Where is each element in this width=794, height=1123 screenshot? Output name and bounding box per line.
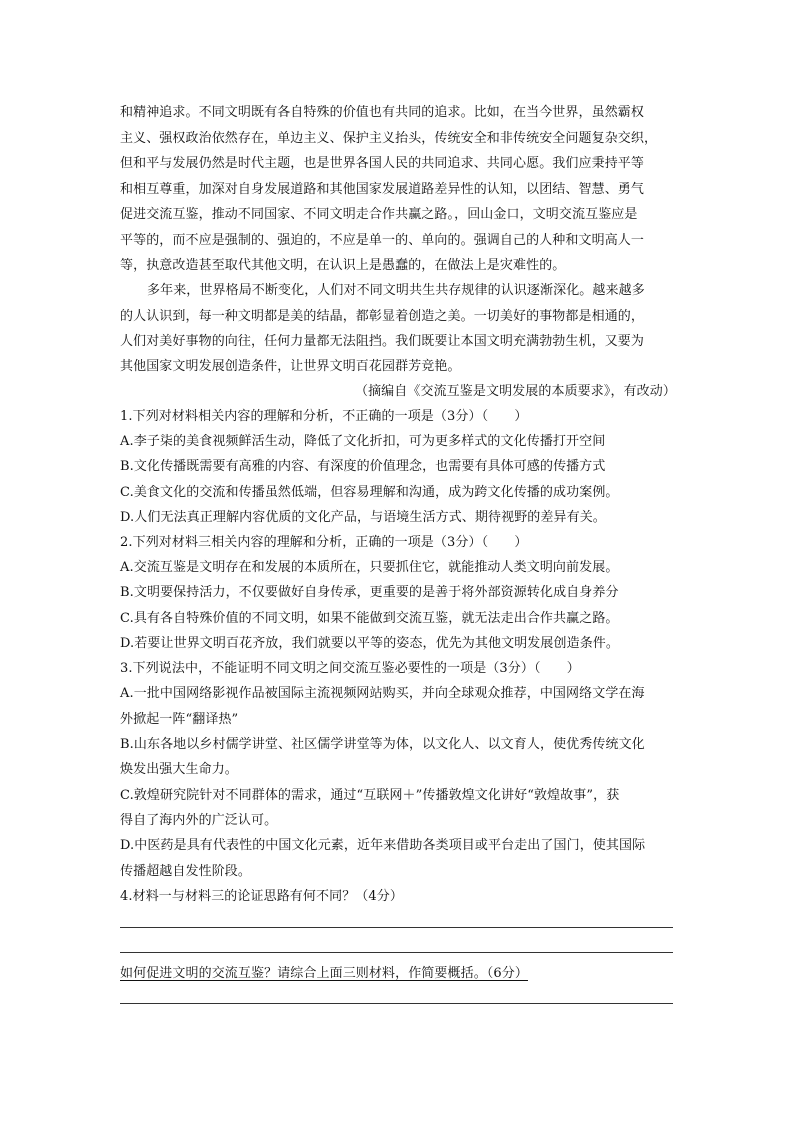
question-stem: 1.下列对材料相关内容的理解和分析，不正确的一项是（3分）（ ） — [120, 409, 528, 424]
question-stem: 2.下列对材料三相关内容的理解和分析，正确的一项是（3分）（ ） — [120, 535, 528, 550]
passage-line: 平等的，而不应是强制的、强迫的，不应是单一的、单向的。强调自己的人种和文明高人一 — [120, 233, 645, 248]
question-option-continued: 外掀起一阵“翻译热” — [120, 712, 239, 727]
question-option: A.李子柒的美食视频鲜活生动，降低了文化折扣，可为更多样式的文化传播打开空间 — [120, 434, 606, 449]
question-option: D.人们无法真正理解内容优质的文化产品，与语境生活方式、期待视野的差异有关。 — [120, 510, 606, 525]
question-option: D.若要让世界文明百花齐放，我们就要以平等的姿态，优先为其他文明发展创造条件。 — [120, 636, 619, 651]
passage-line: 和相互尊重，加深对自身发展道路和其他国家发展道路差异性的认知，以团结、智慧、勇气 — [120, 182, 645, 197]
passage-line: 和精神追求。不同文明既有各自特殊的价值也有共同的追求。比如，在当今世界，虽然霸权 — [120, 105, 645, 120]
passage-line: 促进交流互鉴，推动不同国家、不同文明走合作共赢之路。，回山金口，文明交流互鉴应是 — [120, 207, 638, 222]
question-option: B.文化传播既需要有高雅的内容、有深度的价值理念，也需要有具体可感的传播方式 — [120, 459, 606, 474]
passage-line: 的人认识到，每一种文明都是美的结晶，都彰显着创造之美。一切美好的事物都是相通的， — [120, 309, 645, 324]
source-citation: （摘编自《交流互鉴是文明发展的本质要求》，有改动） — [354, 384, 676, 399]
question-option-continued: 传播超越自发性阶段。 — [120, 864, 252, 879]
passage-line: 主义、强权政治依然存在，单边主义、保护主义抬头，传统安全和非传统安全问题复杂交织， — [120, 131, 658, 146]
question-option: C.具有各自特殊价值的不同文明，如果不能做到交流互鉴，就无法走出合作共赢之路。 — [120, 611, 619, 626]
question-stem: 如何促进文明的交流互鉴？请综合上面三则材料，作简要概括。（6分） — [120, 966, 528, 981]
question-option: B.文明要保持活力，不仅要做好自身传承，更重要的是善于将外部资源转化成自身养分 — [120, 585, 619, 600]
question-option: A.一批中国网络影视作品被国际主流视频网站购买，并向全球观众推荐，中国网络文学在海 — [120, 686, 645, 701]
question-option: D.中医药是具有代表性的中国文化元素，近年来借助各类项目或平台走出了国门，使其国际 — [120, 838, 646, 853]
passage-line: 但和平与发展仍然是时代主题，也是世界各国人民的共同追求、共同心愿。我们应秉持平等 — [120, 156, 645, 171]
passage-line: 等，执意改造甚至取代其他文明，在认识上是愚蠢的，在做法上是灾难性的。 — [120, 258, 566, 273]
passage-line: 其他国家文明发展创造条件，让世界文明百花园群芳竞艳。 — [120, 359, 461, 374]
question-option: C.美食文化的交流和传播虽然低端，但容易理解和沟通，成为跨文化传播的成功案例。 — [120, 485, 619, 500]
question-option: C.敦煌研究院针对不同群体的需求，通过“互联网＋”传播敦煌文化讲好“敦煌故事”，获 — [120, 788, 620, 803]
question-option-continued: 得自了海内外的广泛认可。 — [120, 813, 278, 828]
answer-line[interactable] — [120, 952, 673, 953]
question-option: A.交流互鉴是文明存在和发展的本质所在，只要抓住它，就能推动人类文明向前发展。 — [120, 560, 619, 575]
question-stem: 4.材料一与材料三的论证思路有何不同？（4分） — [120, 889, 403, 904]
passage-line: 人们对美好事物的向往，任何力量都无法阻挡。我们既要让本国文明充满勃勃生机，又要为 — [120, 334, 645, 349]
question-stem: 3.下列说法中，不能证明不同文明之间交流互鉴必要性的一项是（3分）（ ） — [120, 661, 580, 676]
question-option: B.山东各地以乡村儒学讲堂、社区儒学讲堂等为体，以文化人、以文育人，使优秀传统文化 — [120, 737, 645, 752]
passage-line: 多年来，世界格局不断变化，人们对不同文明共生共存规律的认识逐渐深化。越来越多 — [147, 283, 645, 298]
question-option-continued: 焕发出强大生命力。 — [120, 762, 238, 777]
answer-line[interactable] — [120, 927, 673, 928]
answer-line[interactable] — [120, 1003, 673, 1004]
